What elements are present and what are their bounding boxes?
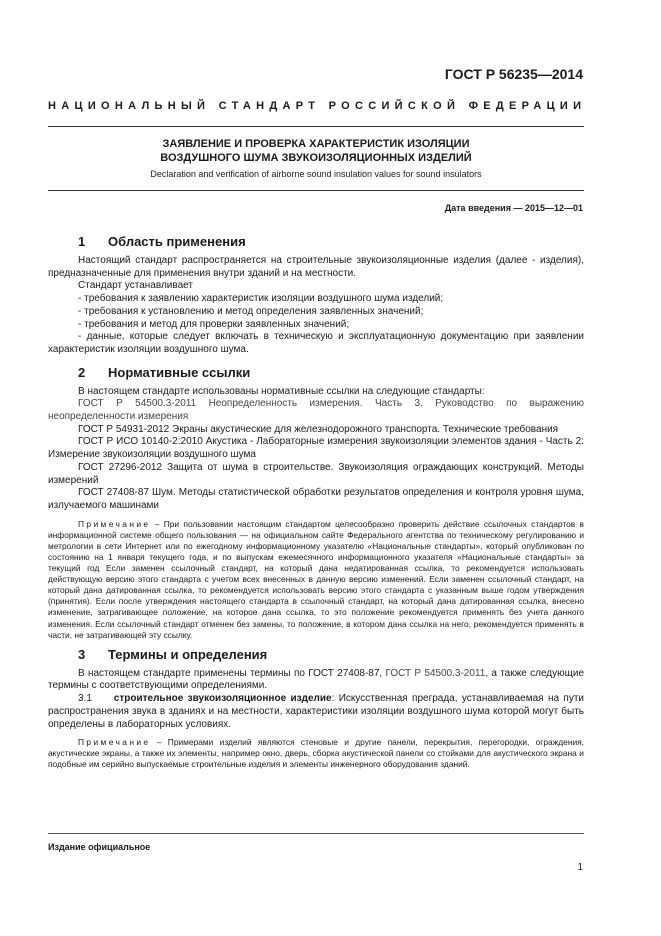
reference-item: ГОСТ 27296-2012 Защита от шума в строительстве. Звукоизоляция ограждающих конструкций. Методы измерений xyxy=(48,461,584,486)
reference-item: ГОСТ Р 54500.3-2011 Неопределенность измерения. Часть 3. Руководство по выражению неопределенности измерения xyxy=(48,398,584,423)
title-line-1: ЗАЯВЛЕНИЕ И ПРОВЕРКА ХАРАКТЕРИСТИК ИЗОЛЯЦИИ xyxy=(162,138,470,150)
note-label: Примечание xyxy=(78,518,151,529)
document-body xyxy=(48,232,584,774)
note-text: – Примерами изделий являются стеновые и другие панели, перекрытия, перегородки, ограждения, акустические экраны, а также их элементы, например окно, дверь, сборка акустической панели со стойками для акустического экрана и подобные им серийно выпускаемые строительные изделия и элементы инженерного оборудования зданий. xyxy=(48,737,584,770)
paragraph: Стандарт устанавливает xyxy=(78,280,193,292)
list-item: - требования к заявлению характеристик изоляции воздушного шума изделий; xyxy=(78,293,444,305)
definition-number: 3.1 xyxy=(78,693,92,705)
section-title: Область применения xyxy=(108,234,246,249)
note-text: – При пользовании настоящим стандартом целесообразно проверить действие ссылочных стандартов в информационной системе общего пользования — на официальном сайте Федерального агентства по техническому регулированию и метрологии в сети Интернет или по ежегодному информационному указателю «Национальные стандарты», который опубликован по состоянию на 1 января текущего года, и по выпускам ежемесячного информационного указателя «Национальные стандарты» за текущий год Если заменен ссылочный стандарт, на который дана недатированная ссылка, то рекомендуется использовать действующую версию этого стандарта с учетом всех внесенных в данную версию изменений. Если заменен ссылочный стандарт, на который дана датированная ссылка, то рекомендуется использовать версию этого стандарта с указанным выше годом утверждения (принятия). Если после утверждения настоящего стандарта в ссылочный стандарт, на который дана датированная ссылка, внесено изменение, затрагивающее положение, на которое дана ссылка, то это положение рекомендуется применять без учета данного изменения. Если ссылочный стандарт отменен без замены, то положение, в котором дана ссылка на него, рекомендуется применять в части, не затрагивающей эту ссылку. xyxy=(48,518,584,640)
paragraph: В настоящем стандарте использованы нормативные ссылки на следующие стандарты: xyxy=(78,385,485,397)
english-title: Declaration and verification of airborne sound insulation values for sound insulators xyxy=(150,169,482,179)
note-label: Примечание xyxy=(78,737,151,748)
paragraph xyxy=(48,668,584,693)
note xyxy=(48,737,584,770)
reference-item: ГОСТ Р ИСО 10140-2:2010 Акустика - Лабораторные измерения звукоизоляции элементов здания - Часть 2: Измерение звукоизоляции воздушного шума xyxy=(48,436,584,461)
definition-term: строительное звукоизоляционное изделие xyxy=(113,693,332,705)
section-heading xyxy=(48,645,584,665)
title-line-2: ВОЗДУШНОГО ШУМА ЗВУКОИЗОЛЯЦИОННЫХ ИЗДЕЛИЙ xyxy=(160,152,472,164)
definition xyxy=(48,693,584,731)
standard-id: ГОСТ Р 56235—2014 xyxy=(444,66,583,82)
divider xyxy=(48,190,584,191)
paragraph: Настоящий стандарт распространяется на строительные звукоизоляционные изделия (далее - изделия), предназначенные для применения внутри зданий и на местности. xyxy=(48,255,584,279)
section-number: 1 xyxy=(78,234,86,249)
section-heading xyxy=(48,363,584,383)
text-run: В настоящем стандарте применены термины по ГОСТ 27408-87, xyxy=(78,667,386,679)
section-title: Нормативные ссылки xyxy=(108,364,251,380)
page-number: 1 xyxy=(577,862,583,873)
effective-date: Дата введения — 2015—12—01 xyxy=(444,203,583,213)
reference-item: ГОСТ Р 54931-2012 Экраны акустические для железнодорожного транспорта. Технические требования xyxy=(78,423,559,435)
reference-item: ГОСТ 27408-87 Шум. Методы статистической обработки результатов определения и контроля уровня шума, излучаемого машинами xyxy=(48,487,584,511)
list-item: - требования и метод для проверки заявленных значений; xyxy=(78,318,350,330)
section-title: Термины и определения xyxy=(108,646,268,662)
section-number: 2 xyxy=(78,364,86,380)
section-number: 3 xyxy=(78,646,86,662)
edition-label: Издание официальное xyxy=(48,842,151,852)
list-item: - данные, которые следует включать в техническую и эксплуатационную документацию при заявлении характеристик изоляции воздушного шума. xyxy=(48,331,584,355)
note xyxy=(48,519,584,641)
section-heading xyxy=(48,232,584,252)
text-run: , а также следующие термины с соответствующими определениями. xyxy=(48,667,585,692)
list-item: - требования к установлению и метод определения заявленных значений; xyxy=(78,305,424,317)
standard-band: НАЦИОНАЛЬНЫЙ СТАНДАРТ РОССИЙСКОЙ ФЕДЕРАЦИИ xyxy=(48,100,587,112)
reference-link-text: ГОСТ Р 54500.3-2011 xyxy=(385,667,486,679)
document-title xyxy=(48,137,584,165)
definition-text: : Искусственная преграда, устанавливаемая на пути распространения звука в зданиях и на местности, характеристики изоляции воздушного шума которой могут быть определены в лабораторных условиях. xyxy=(48,693,584,730)
divider xyxy=(48,833,584,834)
divider xyxy=(48,126,584,127)
